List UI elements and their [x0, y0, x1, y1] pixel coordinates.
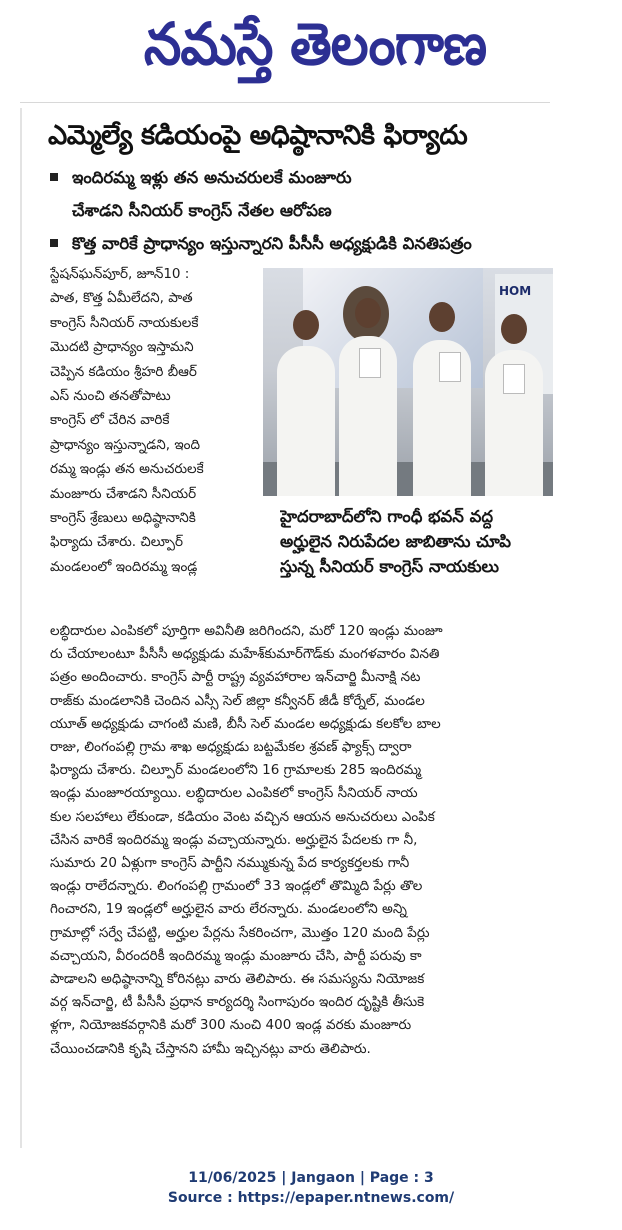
masthead: [0, 0, 622, 102]
text-line: రాజు, లింగంపల్లి గ్రామ శాఖ అధ్యక్షుడు బట్టమేకల శ్రవణ్ ఫ్యాక్స్ ద్వారా: [50, 739, 412, 756]
text-line: ఇండ్లు రాలేదన్నారు. లింగంపల్లి గ్రామంలో 33 ఇండ్లలో తొమ్మిది పేర్లు తొల: [50, 878, 423, 895]
text-line: మొదటి ప్రాధాన్యం ఇస్తామని: [50, 339, 194, 356]
subhead-2: కొత్త వారికే ప్రాధాన్యం ఇస్తున్నారని పీసీసీ అధ్యక్షుడికి వినతిపత్రం: [50, 230, 472, 258]
text-line: చేయించడానికి కృషి చేస్తానని హామీ ఇచ్చినట్లు వారు తెలిపారు.: [50, 1040, 371, 1057]
text-line: రు చేయాలంటూ పీసీసీ అధ్యక్షుడు మహేశ్‌కుమార్‌గౌడ్‌కు మంగళవారం వినతి: [50, 646, 440, 663]
footer-source-link[interactable]: Source : https://epaper.ntnews.com/: [167, 1190, 455, 1206]
person-3-head: [429, 302, 455, 332]
text-line: ప్రాధాన్యం ఇస్తున్నాడని, ఇంది: [50, 436, 201, 453]
text-line: ఎస్ నుంచి తనతోపాటు: [50, 388, 171, 405]
bullet-icon: [50, 173, 58, 181]
text-line: మండలంలో ఇందిరమ్మ ఇండ్ల: [50, 558, 198, 575]
masthead-divider: [20, 102, 550, 103]
photo-caption: [280, 504, 570, 579]
text-line: చెప్పిన కడియం శ్రీహరి బీఆర్: [50, 363, 197, 380]
article-column-text: [50, 262, 258, 579]
text-line: గించారని, 19 ఇండ్లలో అర్హులైన వారు లేరన్నారు. మండలంలోని అన్ని: [50, 901, 407, 918]
text-line: వచ్చాయని, వీరందరికీ ఇందిరమ్మ ఇండ్లు మంజూరు చేసి, పార్టీ పరువు కా: [50, 947, 422, 964]
subhead-1-cont: చేశాడని సీనియర్ కాంగ్రెస్ నేతల ఆరోపణ: [72, 201, 332, 220]
shop-sign: HOM: [495, 274, 553, 394]
text-line: కుల సలహాలు లేకుండా, కడియం వెంట వచ్చిన ఆయన అనుచరులు ఎంపిక: [50, 808, 435, 825]
footer-edition-info: 11/06/2025 | Jangaon | Page : 3: [188, 1170, 434, 1186]
caption-line: స్తున్న సీనియర్ కాంగ్రెస్ నాయకులు: [280, 557, 499, 576]
person-2-head: [355, 298, 381, 328]
person-4-head: [501, 314, 527, 344]
text-line: స్టేషన్‌ఘన్‌పూర్, జూన్10 :: [50, 266, 190, 282]
text-line: యూత్ అధ్యక్షుడు చాగంటి మణి, బీసీ సెల్ మండల అధ్యక్షుడు కలకోల బాల: [50, 715, 441, 732]
text-line: రాజ్‌కు మండలానికి చెందిన ఎస్సీ సెల్ జిల్లా కన్వీనర్ జీడీ కోర్నేల్, మండల: [50, 692, 425, 709]
column-rule: [20, 108, 22, 1148]
text-line: రమ్మ ఇండ్లు తన అనుచరులకే: [50, 461, 204, 478]
text-line: లబ్ధిదారుల ఎంపికలో పూర్తిగా అవినీతి జరిగిందని, మరో 120 ఇండ్లు మంజూ: [50, 623, 443, 639]
paper-sheet: [439, 352, 461, 382]
news-photo: [263, 268, 553, 496]
text-line: ఫిర్యాదు చేశారు. చిల్పూర్ మండలంలోని 16 గ్రామాలకు 285 ఇందిరమ్మ: [50, 762, 422, 779]
article-headline: ఎమ్మెల్యే కడియంపై అధిష్ఠానానికి ఫిర్యాదు: [48, 120, 468, 151]
paper-sheet: [503, 364, 525, 394]
text-line: కాంగ్రెస్ లో చేరిన వారికే: [50, 412, 170, 429]
text-line: ఇండ్లు మంజూరయ్యాయి. లబ్ధిదారుల ఎంపికలో కాంగ్రెస్ సీనియర్ నాయ: [50, 785, 418, 802]
text-line: గ్రామాల్లో సర్వే చేపట్టి, అర్హుల పేర్లను సేకరించగా, మొత్తం 120 మంది పేర్లు: [50, 924, 430, 941]
caption-line: అర్హులైన నిరుపేదల జాబితాను చూపి: [280, 532, 511, 551]
text-line: పాడాలని అధిష్ఠానాన్ని కోరినట్లు వారు తెలిపారు. ఈ సమస్యను నియోజక: [50, 971, 425, 988]
text-line: కాంగ్రెస్ శ్రేణులు అధిష్ఠానానికి: [50, 510, 196, 527]
paper-sheet: [359, 348, 381, 378]
page-footer: [0, 1168, 622, 1208]
text-line: ఫిర్యాదు చేశారు. చిల్పూర్: [50, 534, 184, 551]
text-line: పత్రం అందించారు. కాంగ్రెస్ పార్టీ రాష్ట్ర వ్యవహారాల ఇన్‌చార్జి మీనాక్షి నట: [50, 669, 421, 686]
caption-line: హైదరాబాద్‌లోని గాంధీ భవన్ వద్ద: [280, 507, 493, 526]
person-1: [277, 346, 335, 496]
text-line: కాంగ్రెస్ సీనియర్ నాయకులకే: [50, 314, 199, 331]
text-line: మంజూరు చేశాడని సీనియర్: [50, 485, 197, 502]
person-1-head: [293, 310, 319, 340]
text-line: ళ్లగా, నియోజకవర్గానికి మరో 300 నుంచి 400 ఇండ్ల వరకు మంజూరు: [50, 1017, 412, 1034]
subhead-1: ఇందిరమ్మ ఇళ్లు తన అనుచరులకే మంజూరు: [50, 164, 352, 192]
article-body-text: [50, 620, 580, 1061]
bullet-icon: [50, 239, 58, 247]
text-line: పాత, కొత్త ఏమీలేదని, పాత: [50, 290, 193, 307]
text-line: వర్గ ఇన్‌చార్జి, టీ పీసీసీ ప్రధాన కార్యదర్శి సింగాపురం ఇందిర దృష్టికి తీసుకె: [50, 994, 425, 1011]
masthead-title: నమస్తే తెలంగాణ: [143, 10, 487, 78]
text-line: సుమారు 20 ఏళ్లుగా కాంగ్రెస్ పార్టీని నమ్ముకున్న పేద కార్యకర్తలకు గానీ: [50, 855, 410, 872]
text-line: చేసిన వారికే ఇందిరమ్మ ఇండ్లు వచ్చాయన్నారు. అర్హులైన పేదలకు గా నీ,: [50, 831, 418, 848]
